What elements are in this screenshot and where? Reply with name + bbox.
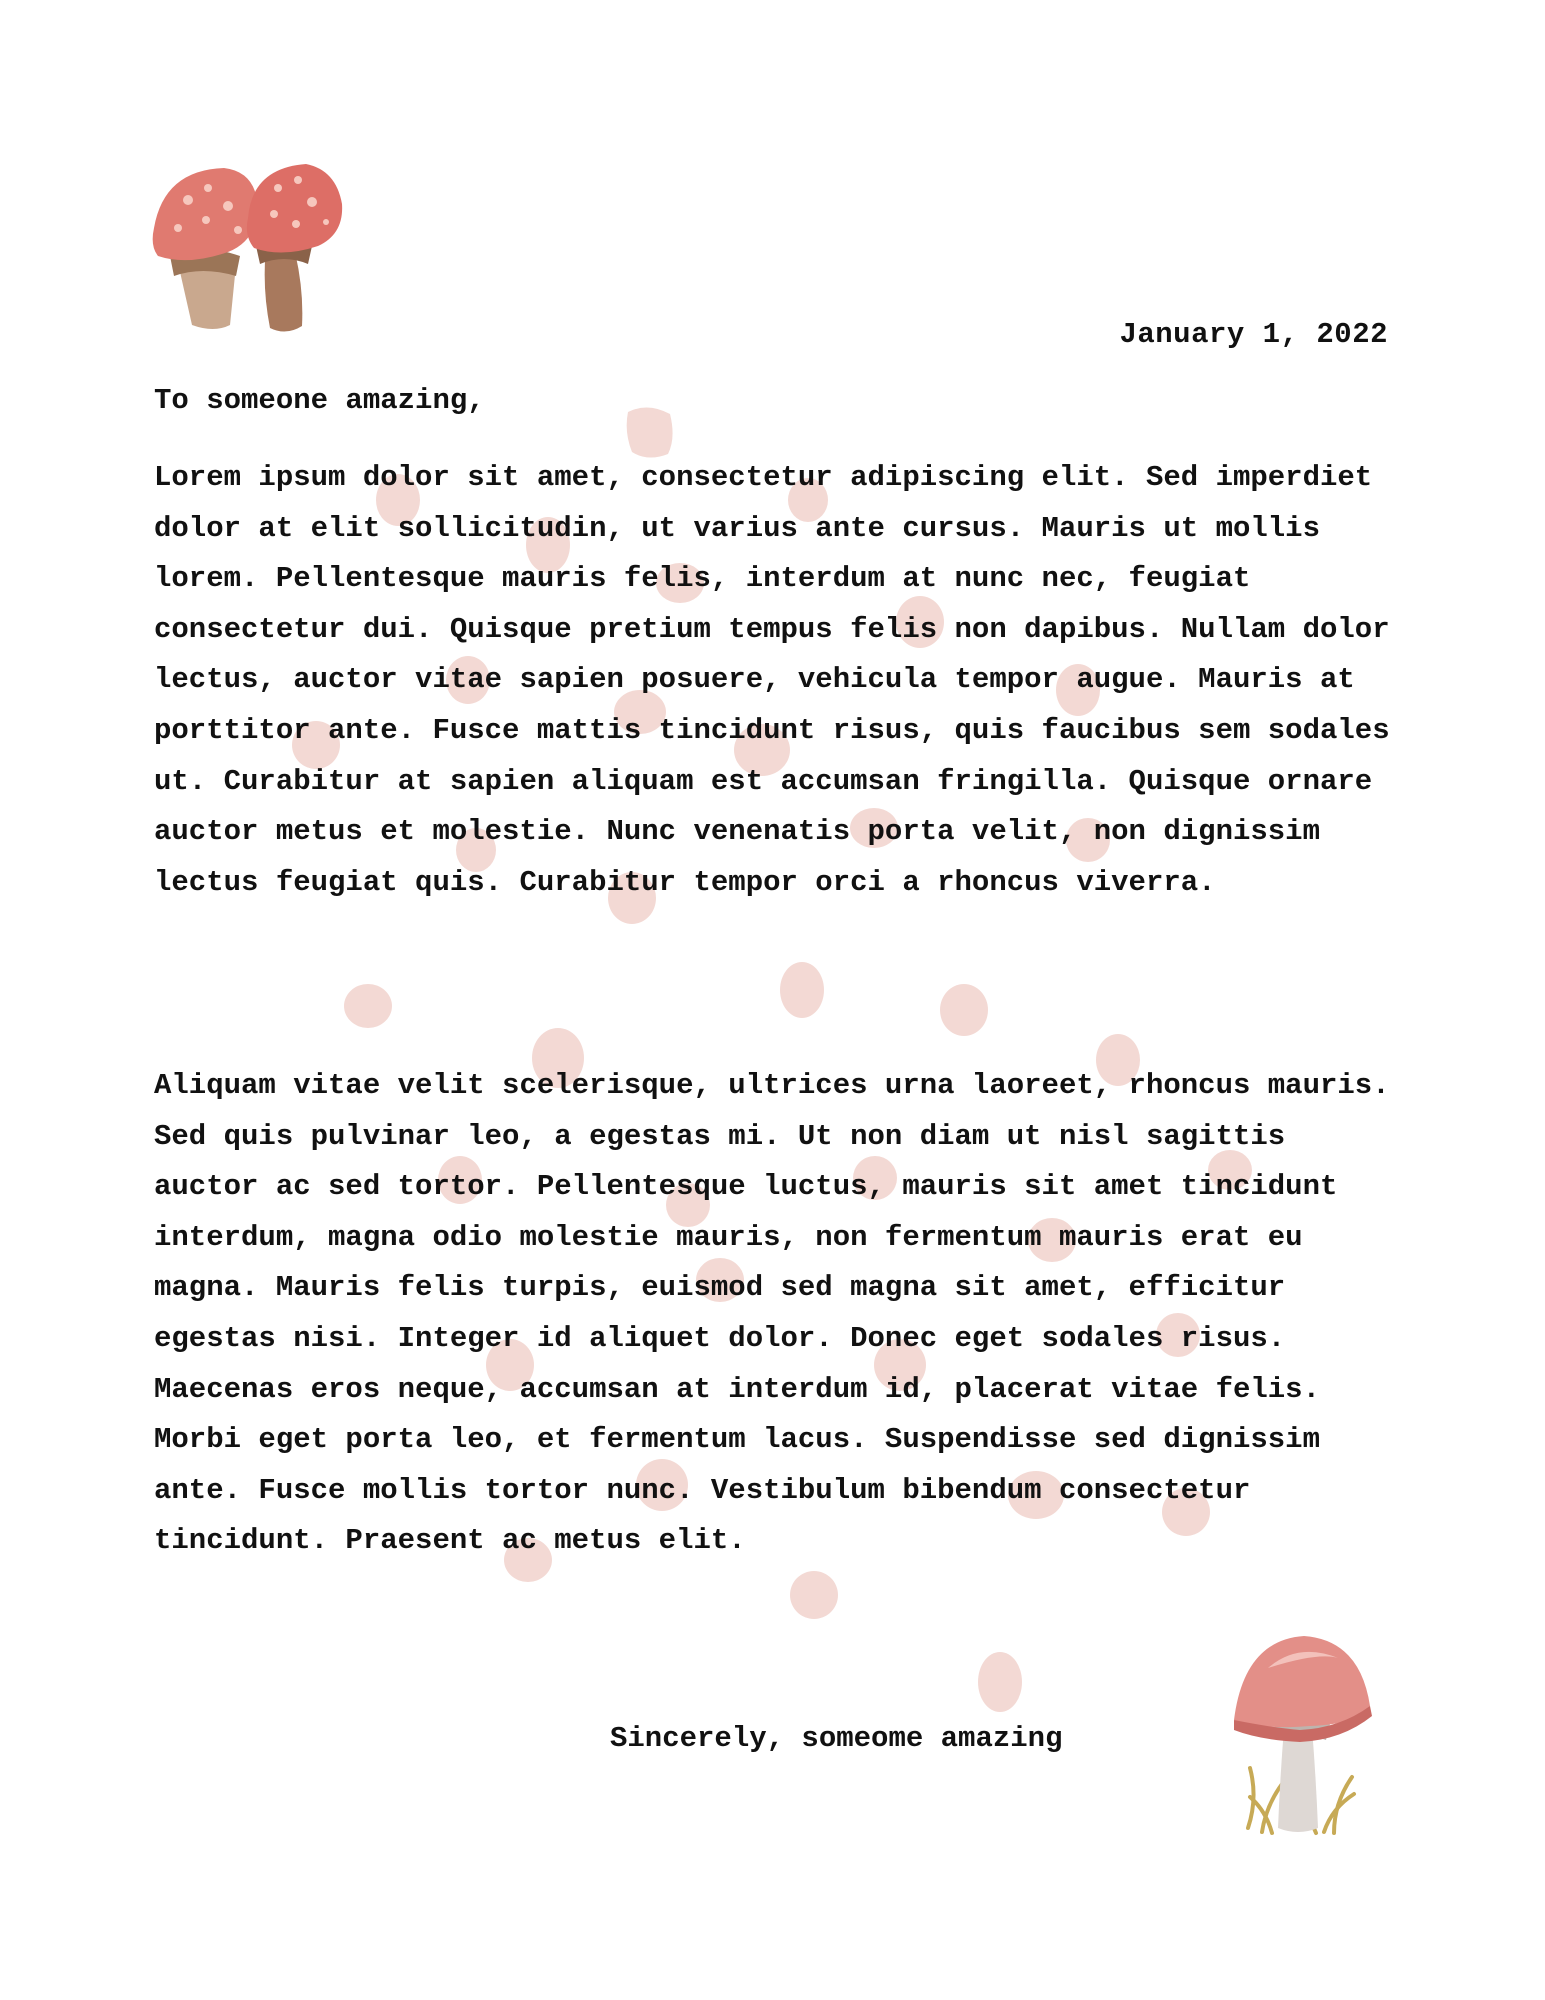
letter-paragraph-2: Aliquam vitae velit scelerisque, ultrices urna laoreet, rhoncus mauris. Sed quis pulvinar leo, a egestas mi. Ut non diam ut nisl sagittis auctor ac sed tortor. Pellentesque luctus, mauris sit amet tincidunt interdum, magna odio molestie mauris, non fermentum mauris erat eu magna. Mauris felis turpis, euismod sed magna sit amet, efficitur egestas nisi. Integer id aliquet dolor. Donec eget sodales risus. Maecenas eros neque, accumsan at interdum id, placerat vitae felis. Morbi eget porta leo, et fermentum lacus. Suspendisse sed dignissim ante. Fusce mollis tortor nunc. Vestibulum bibendum consectetur tincidunt. Praesent ac metus elit. (154, 1069, 1390, 1558)
mushroom-pair-icon (148, 158, 344, 338)
letter-date: January 1, 2022 (1119, 318, 1388, 351)
letter-paragraph-1: Lorem ipsum dolor sit amet, consectetur adipiscing elit. Sed imperdiet dolor at elit sollicitudin, ut varius ante cursus. Mauris ut mollis lorem. Pellentesque mauris felis, interdum at nunc nec, feugiat consectetur dui. Quisque pretium tempus felis non dapibus. Nullam dolor lectus, auctor vitae sapien posuere, vehicula tempor augue. Mauris at porttitor ante. Fusce mattis tincidunt risus, quis faucibus sem sodales ut. Curabitur at sapien aliquam est accumsan fringilla. Quisque ornare auctor metus et molestie. Nunc venenatis porta velit, non dignissim lectus feugiat quis. Curabitur tempor orci a rhoncus viverra. (154, 461, 1390, 899)
letter-salutation: To someone amazing, (154, 384, 485, 417)
letter-closing: Sincerely, someome amazing (610, 1722, 1063, 1755)
mushroom-single-icon (1228, 1628, 1378, 1838)
